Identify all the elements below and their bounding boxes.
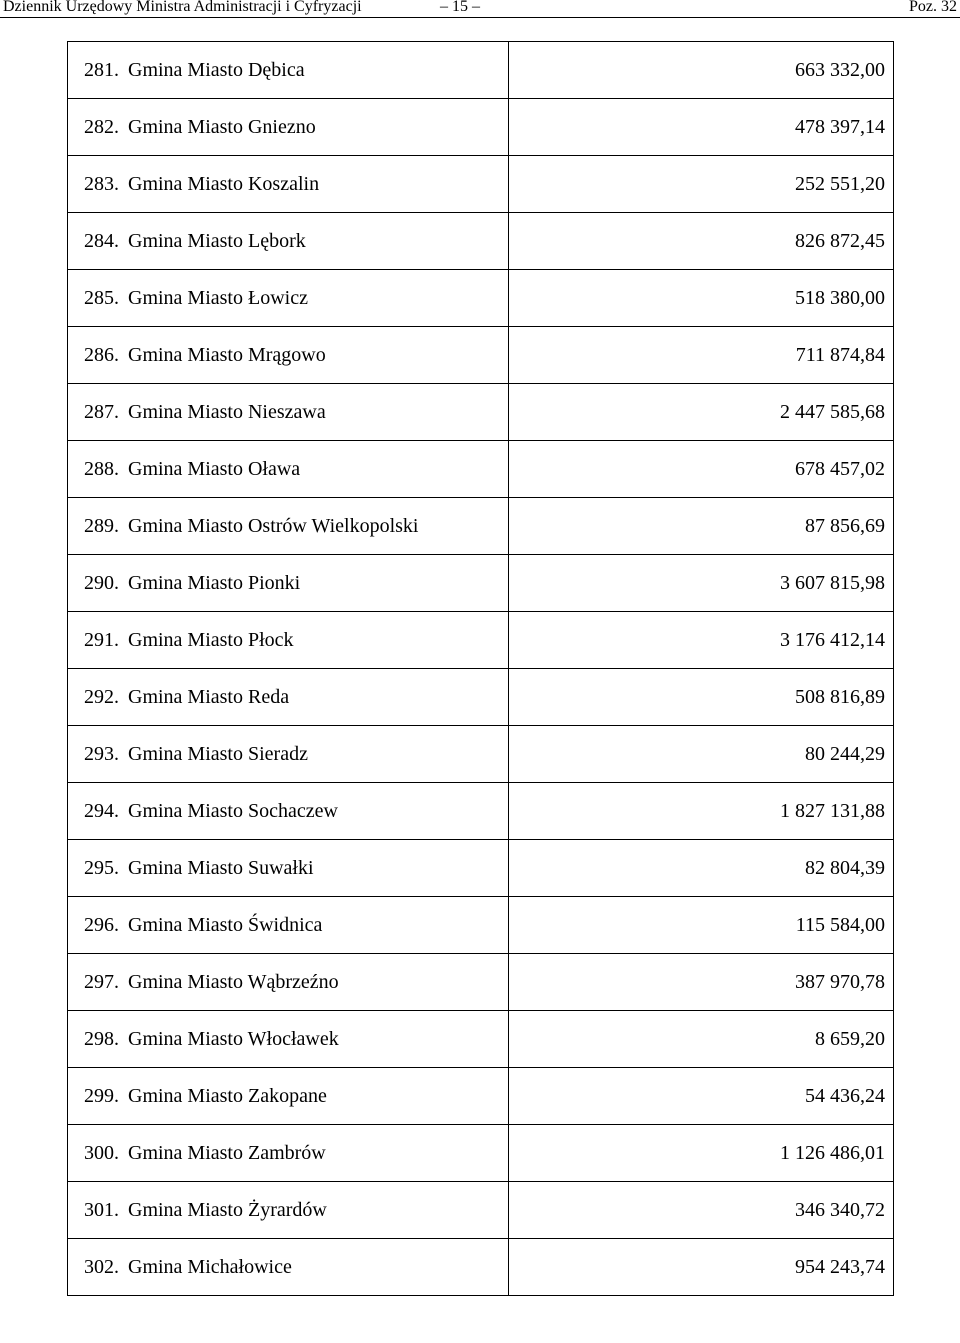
table-row [68,42,894,99]
page-number: – 15 – [440,0,480,15]
amount-value: 115 584,00 [509,897,894,954]
amount-value: 518 380,00 [509,270,894,327]
row-number: 293. [68,726,125,783]
amount-value: 87 856,69 [509,498,894,555]
municipality-name: Gmina Miasto Sieradz [124,726,509,783]
table-row [68,498,894,555]
table-row [68,270,894,327]
municipality-name: Gmina Miasto Włocławek [124,1011,509,1068]
municipality-name: Gmina Miasto Lębork [124,213,509,270]
amount-value: 387 970,78 [509,954,894,1011]
table-row [68,669,894,726]
row-number: 299. [68,1068,125,1125]
row-number: 281. [68,42,125,99]
municipality-name: Gmina Miasto Sochaczew [124,783,509,840]
table-row [68,99,894,156]
table-row [68,213,894,270]
amount-value: 478 397,14 [509,99,894,156]
amount-value: 252 551,20 [509,156,894,213]
row-number: 285. [68,270,125,327]
amount-value: 82 804,39 [509,840,894,897]
table-row [68,1239,894,1296]
amount-value: 54 436,24 [509,1068,894,1125]
table-row [68,327,894,384]
amount-value: 346 340,72 [509,1182,894,1239]
municipality-name: Gmina Miasto Wąbrzeźno [124,954,509,1011]
table-row [68,1125,894,1182]
table-row [68,384,894,441]
amount-value: 508 816,89 [509,669,894,726]
municipality-name: Gmina Miasto Zakopane [124,1068,509,1125]
municipality-name: Gmina Miasto Ostrów Wielkopolski [124,498,509,555]
municipality-name: Gmina Miasto Pionki [124,555,509,612]
amount-value: 954 243,74 [509,1239,894,1296]
row-number: 288. [68,441,125,498]
municipality-name: Gmina Miasto Oława [124,441,509,498]
table-row [68,612,894,669]
table-row [68,1011,894,1068]
municipality-name: Gmina Miasto Płock [124,612,509,669]
row-number: 283. [68,156,125,213]
row-number: 282. [68,99,125,156]
amount-value: 711 874,84 [509,327,894,384]
municipality-name: Gmina Miasto Nieszawa [124,384,509,441]
row-number: 294. [68,783,125,840]
municipality-name: Gmina Michałowice [124,1239,509,1296]
row-number: 295. [68,840,125,897]
table-row [68,726,894,783]
amount-value: 8 659,20 [509,1011,894,1068]
table-row [68,441,894,498]
amount-value: 663 332,00 [509,42,894,99]
entries-table-body [68,42,894,1296]
amount-value: 3 607 815,98 [509,555,894,612]
amount-value: 678 457,02 [509,441,894,498]
amount-value: 1 827 131,88 [509,783,894,840]
municipality-name: Gmina Miasto Dębica [124,42,509,99]
row-number: 286. [68,327,125,384]
amount-value: 826 872,45 [509,213,894,270]
entries-table [67,41,894,1296]
row-number: 291. [68,612,125,669]
row-number: 301. [68,1182,125,1239]
municipality-name: Gmina Miasto Zambrów [124,1125,509,1182]
municipality-name: Gmina Miasto Suwałki [124,840,509,897]
table-row [68,1068,894,1125]
table-row [68,840,894,897]
table-row [68,555,894,612]
table-row [68,783,894,840]
municipality-name: Gmina Miasto Świdnica [124,897,509,954]
position-number: Poz. 32 [909,0,957,15]
journal-title: Dziennik Urzędowy Ministra Administracji i Cyfryzacji [3,0,362,15]
row-number: 297. [68,954,125,1011]
table-row [68,897,894,954]
municipality-name: Gmina Miasto Mrągowo [124,327,509,384]
amount-value: 3 176 412,14 [509,612,894,669]
row-number: 290. [68,555,125,612]
amount-value: 80 244,29 [509,726,894,783]
row-number: 296. [68,897,125,954]
row-number: 292. [68,669,125,726]
municipality-name: Gmina Miasto Łowicz [124,270,509,327]
row-number: 300. [68,1125,125,1182]
municipality-name: Gmina Miasto Gniezno [124,99,509,156]
row-number: 302. [68,1239,125,1296]
table-row [68,156,894,213]
table-row [68,954,894,1011]
row-number: 284. [68,213,125,270]
amount-value: 2 447 585,68 [509,384,894,441]
municipality-name: Gmina Miasto Koszalin [124,156,509,213]
table-row [68,1182,894,1239]
header-divider [0,17,960,18]
amount-value: 1 126 486,01 [509,1125,894,1182]
row-number: 289. [68,498,125,555]
municipality-name: Gmina Miasto Żyrardów [124,1182,509,1239]
row-number: 298. [68,1011,125,1068]
municipality-name: Gmina Miasto Reda [124,669,509,726]
row-number: 287. [68,384,125,441]
